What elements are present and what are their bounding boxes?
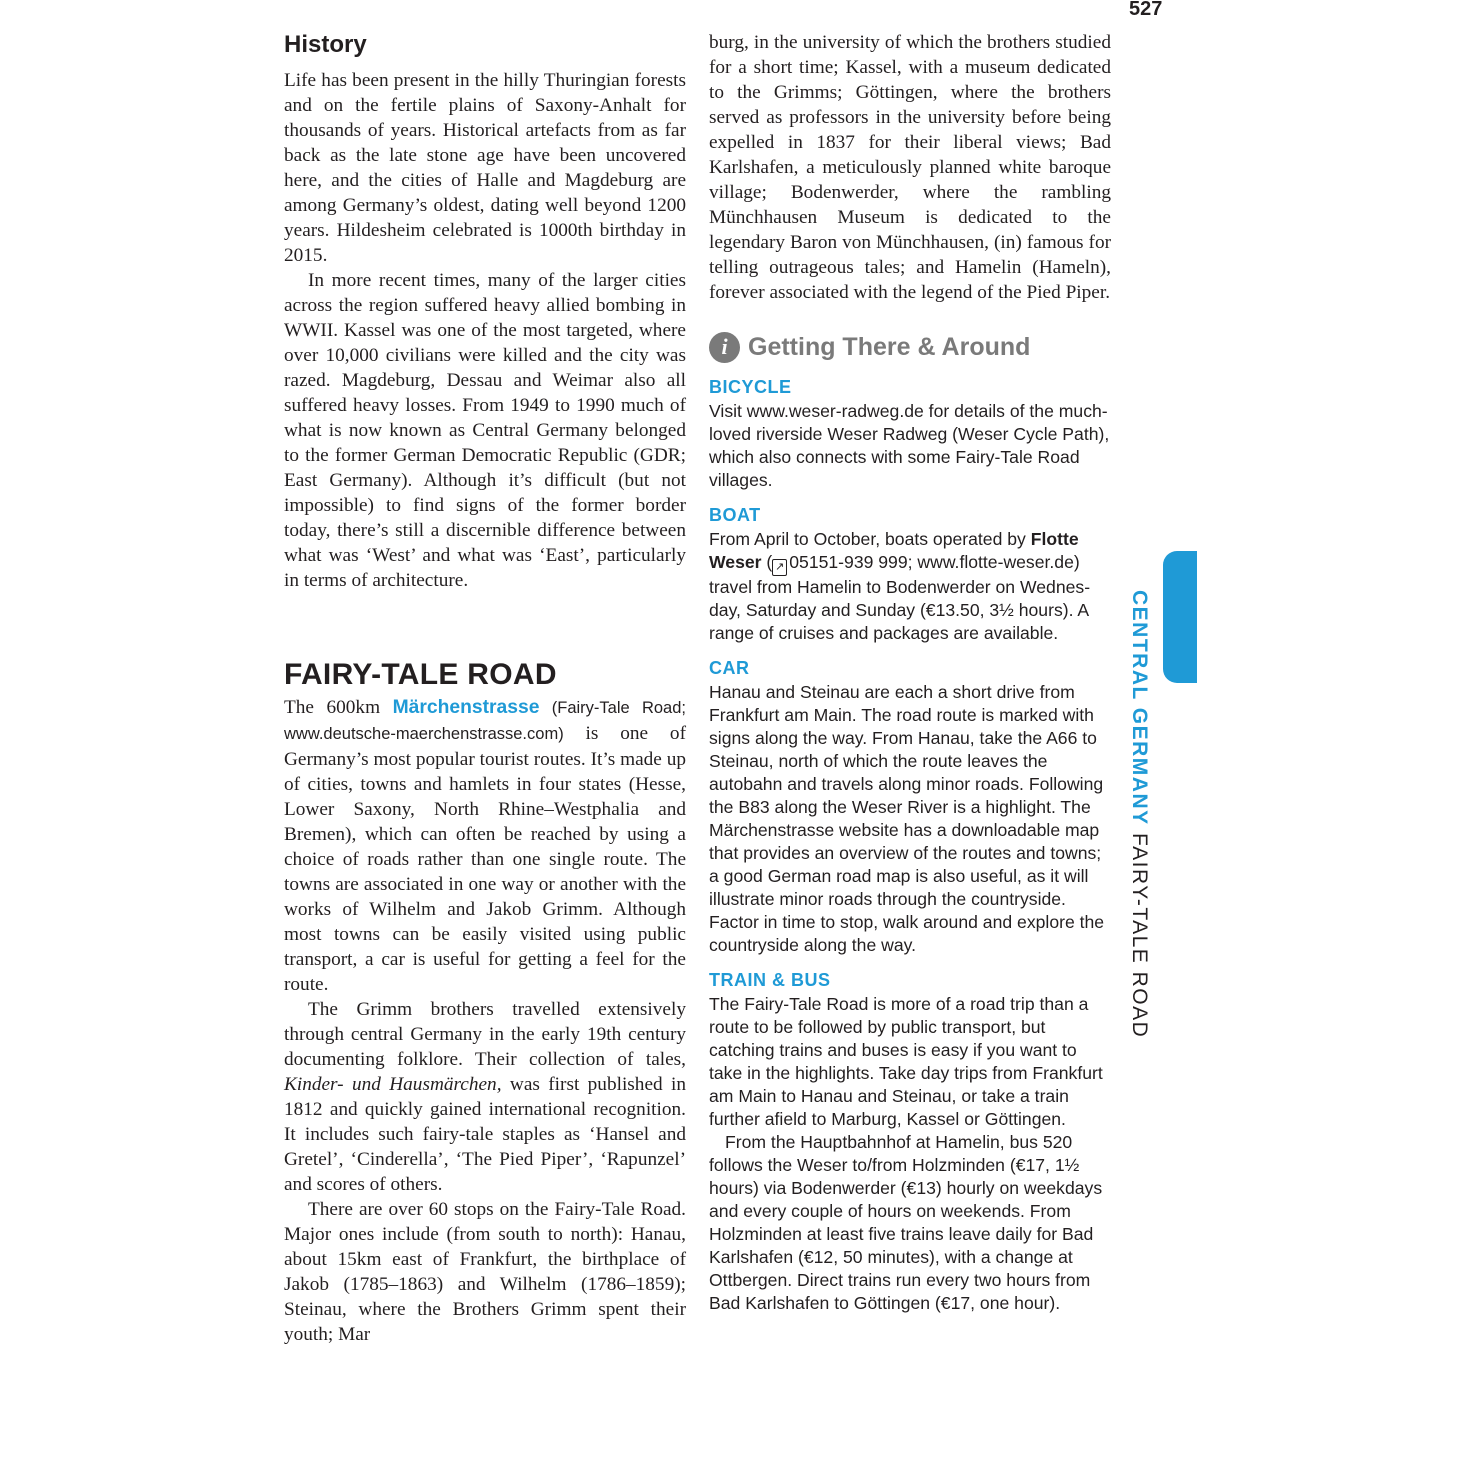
fairy-p1-before: The 600km xyxy=(284,697,393,718)
fairy-p2-after: was first published in 1812 and quickly gained international recognition. It includes such fairy-tale staples as ‘Hansel and Gretel’, ‘Cinderella’, ‘The Pied Piper’, ‘Rapunzel’ and scores of others. xyxy=(284,1074,686,1195)
history-paragraph-1: Life has been present in the hilly Thuringian forests and on the fertile plains of Saxony-Anhalt for thousands of years. Historical artefacts from as far back as the late stone age have been uncovered here, and the cities of Halle and Magdeburg are among Germany’s oldest, dating well beyond 1200 years. Hildesheim celebrated is 1000th birthday in 2015. xyxy=(284,70,686,266)
fairy-p1-paren: (Fairy-Tale Road; www.deutsche-maerchenstrasse.com) xyxy=(284,699,686,743)
boat-phone-open: ( xyxy=(761,552,773,572)
flotte-weser-name: Flotte Weser xyxy=(709,529,1079,572)
bicycle-heading: BICYCLE xyxy=(709,377,792,397)
boat-before: From April to October, boats operated by xyxy=(709,529,1031,549)
boat-heading: BOAT xyxy=(709,505,761,525)
boat-after: travel from Hamelin to Bodenwerder on Wednesday, Saturday and Sunday (€13.50, 3½ hours). A range of cruises and packages are available. xyxy=(709,577,1091,643)
history-heading: History xyxy=(284,31,367,58)
getting-there-heading xyxy=(709,327,1111,367)
fairy-paragraph-2 xyxy=(284,997,686,1197)
fairy-paragraph-1 xyxy=(284,695,686,997)
info-icon: i xyxy=(709,332,740,363)
getting-there-title: Getting There & Around xyxy=(748,332,1031,361)
fairy-paragraph-3-continued: burg, in the university of which the brothers studied for a short time; Kassel, with a museum dedicated to the Grimms; Göttingen, where the brothers served as professors in the university before being expelled in 1837 for their liberal views; Bad Karlshafen, a meticulously planned white baroque village; Bodenwerder, where the rambling Münchhausen Museum is dedicated to the legendary Baron von Münchhausen, (in) famous for telling outrageous tales; and Hamelin (Hameln), forever associated with the legend of the Pied Piper. xyxy=(709,32,1111,303)
fairy-tale-road-heading: FAIRY-TALE ROAD xyxy=(284,658,557,691)
boat-text xyxy=(709,528,1111,645)
running-head xyxy=(1123,590,1155,1039)
running-head-section: CENTRAL GERMANY xyxy=(1128,590,1151,826)
train-bus-heading: TRAIN & BUS xyxy=(709,970,831,990)
chapter-tab xyxy=(1163,551,1197,683)
maerchenstrasse-link: Märchenstrasse xyxy=(392,697,540,718)
running-head-subsection: FAIRY-TALE ROAD xyxy=(1128,832,1151,1039)
right-column xyxy=(709,30,1111,1315)
history-paragraph-2: In more recent times, many of the larger cities across the region suffered heavy allied bombing in WWII. Kassel was one of the most targeted, where over 10,000 civilians were killed and the city was razed. Magdeburg, Dessau and Weimar also all suffered heavy losses. From 1949 to 1990 much of what is now known as Central Germany belonged to the former German Democratic Republic (GDR; East Germany). Although it’s difficult (but not impossible) to find signs of the former border today, there’s still a discernible difference between what was ‘West’ and what was ‘East’, particularly in terms of architecture. xyxy=(284,270,686,591)
fairy-paragraph-3: There are over 60 stops on the Fairy-Tale Road. Major ones include (from south to north): Hanau, about 15km east of Frankfurt, the birthplace of Jakob (1785–1863) and Wilhelm (1786–1859); Steinau, where the Brothers Grimm spent their youth; Mar xyxy=(284,1199,686,1345)
train-bus-text-1: The Fairy-Tale Road is more of a road trip than a route to be followed by public transport, but catching trains and buses is easy if you want to take in the highlights. Take day trips from Frankfurt am Main to Hanau and Steinau, or take a train further afield to Marburg, Kassel or Göttingen. xyxy=(709,994,1103,1129)
bicycle-text: Visit www.weser-radweg.de for details of the much-loved riverside Weser Radweg (Weser Cycle Path), which also connects with some Fairy-Tale Road villages. xyxy=(709,401,1110,490)
boat-phone: 05151-939 999; www.flotte-weser.de) xyxy=(789,552,1080,572)
book-title: Kinder- und Hausmärchen, xyxy=(284,1074,502,1095)
car-text: Hanau and Steinau are each a short drive from Frankfurt am Main. The road route is marked with signs along the way. From Hanau, take the A66 to Steinau, north of which the route leaves the autobahn and travels along minor roads. Following the B83 along the Weser River is a highlight. The Märchenstrasse website has a downloadable map that provides an overview of the routes and towns; a good German road map is also useful, as it will illustrate minor roads through the countryside. Factor in time to stop, walk around and explore the countryside along the way. xyxy=(709,682,1105,955)
page-number: 527 xyxy=(1129,0,1163,20)
fairy-p1-after: is one of Germany’s most popular tourist routes. It’s made up of cities, towns and hamlets in four states (Hesse, Lower Saxony, North Rhine–Westphalia and Bremen), which can often be reached by using a choice of roads rather than one single route. The towns are associated in one way or another with the works of Wilhelm and Jakob Grimm. Although most towns can be easily visited using public transport, a car is useful for getting a feel for the route. xyxy=(284,723,686,995)
train-bus-text-2: From the Hauptbahnhof at Hamelin, bus 520 follows the Weser to/from Holzminden (€17, 1½ hours) via Bodenwerder (€13) hourly on weekdays and every couple of hours on weekends. From Holzminden at least five trains leave daily for Bad Karlshafen (€12, 50 minutes), with a change at Ottbergen. Direct trains run every two hours from Bad Karlshafen to Göttingen (€17, one hour). xyxy=(709,1132,1103,1313)
left-column xyxy=(284,30,686,1347)
running-head-text xyxy=(1127,590,1151,1038)
car-heading: CAR xyxy=(709,658,750,678)
phone-icon: ↗ xyxy=(772,559,787,576)
fairy-p2-before: The Grimm brothers travelled extensively through central Germany in the early 19th century documenting folklore. Their collection of tales, xyxy=(284,999,686,1070)
